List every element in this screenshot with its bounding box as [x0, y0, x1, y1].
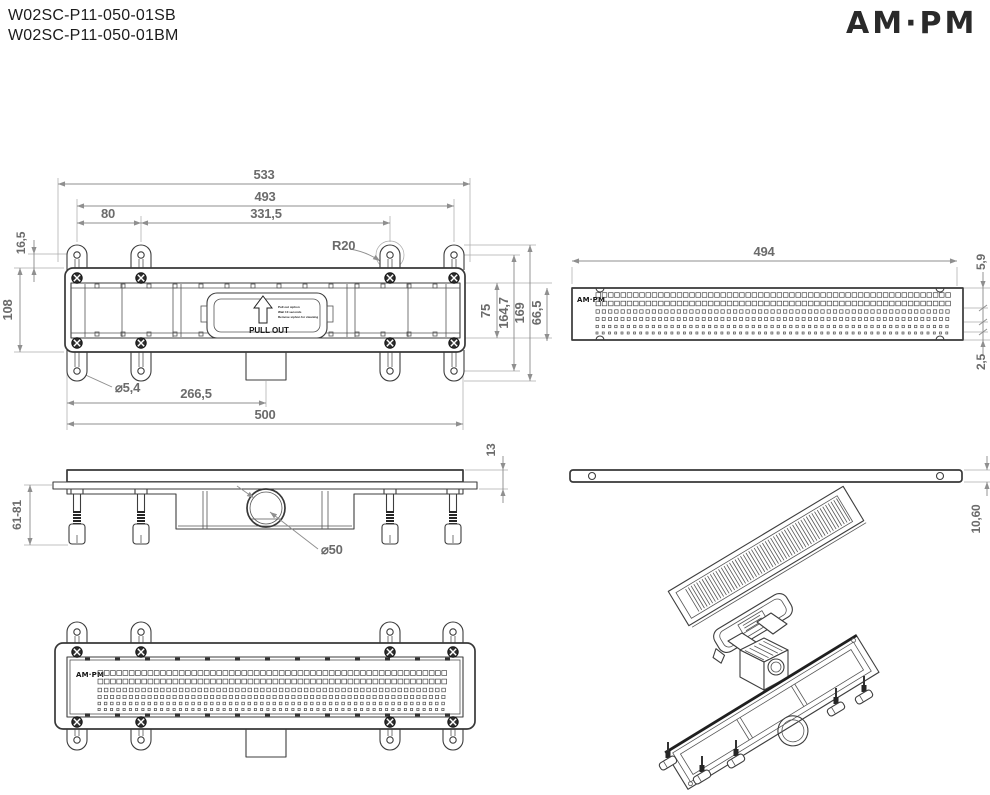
dim-66-5-label: 66,5	[529, 300, 544, 326]
header	[8, 6, 977, 44]
dim-266-5-label: 266,5	[180, 386, 212, 401]
product-code-2: W02SC-P11-050-01BM	[8, 27, 179, 44]
dim-169-label: 169	[512, 302, 527, 324]
outlet-stub	[246, 352, 286, 380]
brand-logo: AM·PM	[846, 6, 978, 41]
dim-331-5-label: 331,5	[250, 206, 282, 221]
dim-10-60-label: 10,60	[969, 504, 983, 534]
hole-dia-label: ⌀5,4	[115, 380, 141, 395]
grate-top-view	[572, 244, 990, 370]
exploded-view	[658, 486, 889, 795]
dim-2-5-label: 2,5	[974, 353, 988, 371]
front-grate-brand: AM·PM	[76, 671, 105, 679]
outlet-dia-label: ⌀50	[321, 542, 343, 557]
front-view	[55, 622, 475, 757]
grate-profile-bar	[570, 470, 962, 482]
pullout-note-2: Wait 10 seconds	[278, 310, 302, 314]
dim-16-5-label: 16,5	[14, 231, 28, 255]
dim-75-label: 75	[478, 303, 493, 319]
outlet-circle-outer	[247, 489, 285, 527]
dim-494-label: 494	[753, 244, 775, 259]
pullout-note-3: Remove siphon for cleaning	[278, 315, 319, 319]
dim-500-label: 500	[254, 407, 276, 422]
pullout-cartridge	[201, 293, 333, 338]
pullout-label: PULL OUT	[249, 326, 289, 335]
product-code-1: W02SC-P11-050-01SB	[8, 7, 176, 24]
side-adjustable-legs	[69, 489, 461, 544]
dim-13-label: 13	[484, 443, 498, 457]
grate-top-brand: AM·PM	[577, 296, 606, 304]
front-outlet-stub	[246, 729, 286, 757]
side-body-outline	[67, 489, 463, 529]
dim-108-label: 108	[0, 299, 15, 321]
dim-533-label: 533	[253, 167, 275, 182]
plan-view	[0, 167, 552, 430]
radius-r20-label: R20	[332, 238, 356, 253]
pullout-note-1: Pull out siphon	[278, 305, 300, 309]
dim-493-label: 493	[254, 189, 276, 204]
side-flange	[53, 482, 477, 489]
side-view	[10, 443, 508, 557]
side-top-plate	[67, 470, 463, 482]
dim-61-81-label: 61-81	[10, 500, 24, 530]
dim-5-9-label: 5,9	[974, 253, 988, 271]
grate-profile-view	[570, 456, 990, 534]
dim-164-7-label: 164,7	[496, 297, 511, 329]
dim-80-label: 80	[100, 206, 116, 221]
